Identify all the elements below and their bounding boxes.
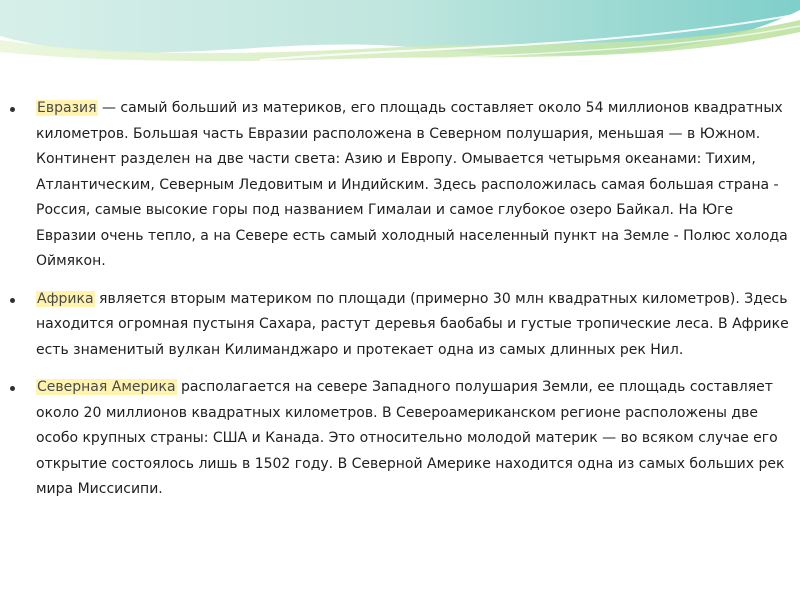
highlighted-term: Евразия <box>37 100 97 116</box>
highlighted-term: Африка <box>37 290 94 307</box>
list-item-eurasia <box>36 96 792 275</box>
paragraph <box>36 96 792 275</box>
paragraph <box>36 287 792 364</box>
bullet-icon <box>10 298 15 303</box>
bullet-icon <box>10 386 15 391</box>
paragraph <box>36 375 792 503</box>
highlighted-term: Северная Америка <box>37 379 176 395</box>
paragraph-text: является вторым материком по площади (примерно 30 млн квадратных километров). Здесь находится огромная пустыня Сахара, растут деревья баобабы и густые тропические леса. В Африке есть знаменитый вулкан Килиманджаро и протекает одна из самых длинных рек Нил. <box>36 290 789 358</box>
list-item-north-america <box>36 375 792 503</box>
paragraph-text: — самый больший из материков, его площадь составляет около 54 миллионов квадратных километров. Большая часть Евразии расположена в Северном полушария, меньшая — в Южном. Континент разделен на две части света: Азию и Европу. Омывается четырьмя океанами: Тихим, Атлантическим, Северным Ледовитым и Индийским. Здесь расположилась самая большая страна - Россия, самые высокие горы под названием Гималаи и самое глубокое озеро Байкал. На Юге Евразии очень тепло, а на Севере есть самый холодный населенный пункт на Земле - Полюс холода Оймякон. <box>36 100 788 269</box>
paragraph-text: располагается на севере Западного полушария Земли, ее площадь составляет около 20 миллионов квадратных километров. В Североамериканском регионе расположены две особо крупных страны: США и Канада. Это относительно молодой материк — во всяком случае его открытие состоялось лишь в 1502 году. В Северной Америке находится одна из самых больших рек мира Миссисипи. <box>36 379 785 497</box>
list-item-africa <box>36 287 792 364</box>
text-content <box>36 96 792 515</box>
wave-graphic <box>0 0 800 80</box>
header-wave-decoration <box>0 0 800 80</box>
bullet-icon <box>10 107 15 112</box>
